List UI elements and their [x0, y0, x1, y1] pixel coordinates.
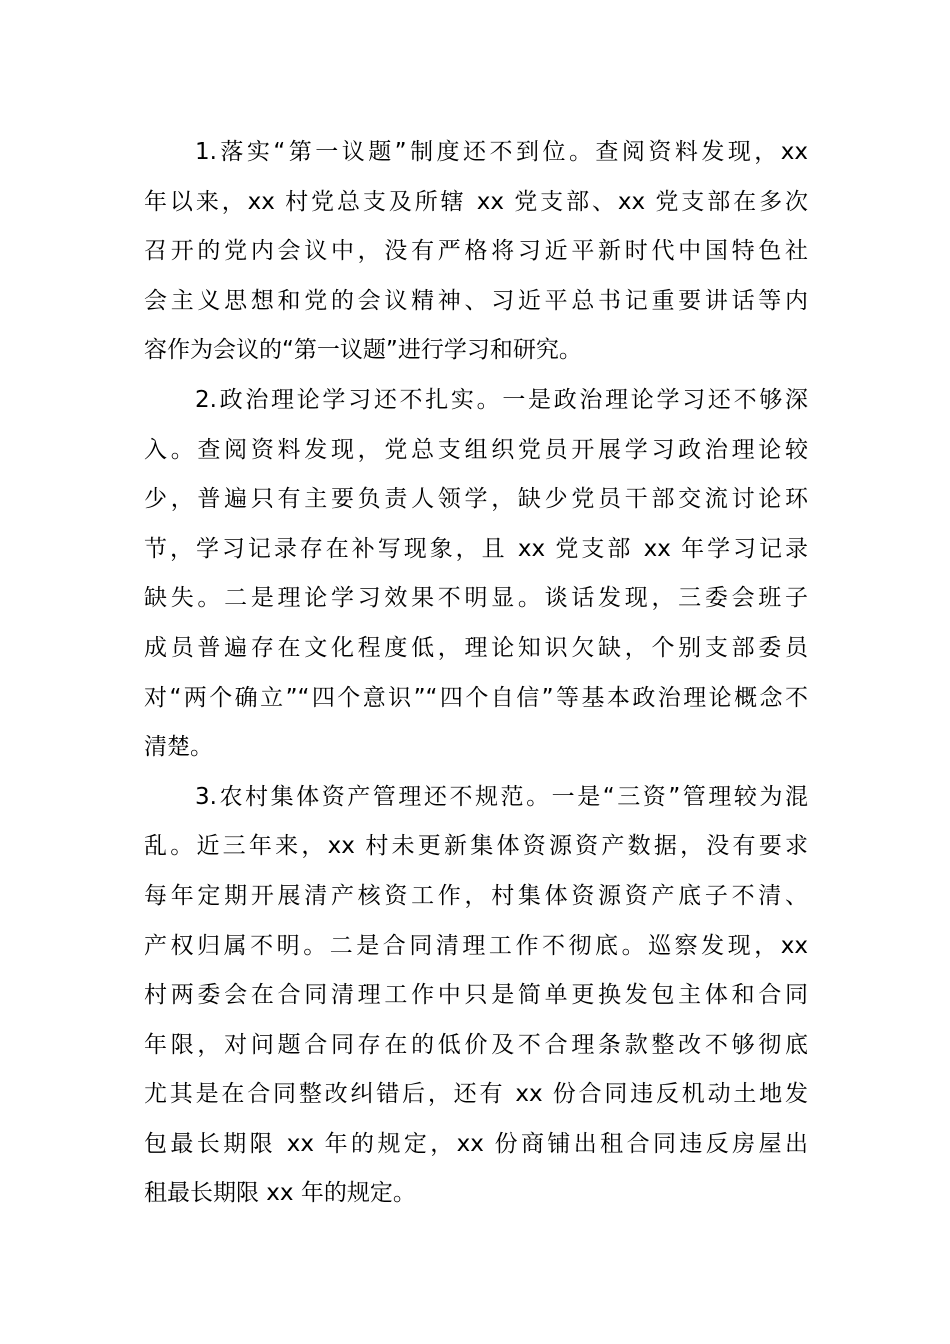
paragraph-3-line-2: 乱。近三年来，xx 村未更新集体资源资产数据，没有要求 — [144, 833, 808, 860]
paragraph-2-line-6: 成员普遍存在文化程度低，理论知识欠缺，个别支部委员 — [144, 634, 808, 661]
paragraph-3-line-5: 村两委会在合同清理工作中只是简单更换发包主体和合同 — [144, 982, 808, 1009]
paragraph-3-line-7: 尤其是在合同整改纠错后，还有 xx 份合同违反机动土地发 — [144, 1081, 808, 1108]
paragraph-1-line-4: 会主义思想和党的会议精神、习近平总书记重要讲话等内 — [144, 287, 808, 314]
document-body — [144, 128, 808, 1219]
paragraph-1-line-2: 年以来，xx 村党总支及所辖 xx 党支部、xx 党支部在多次 — [144, 188, 808, 215]
paragraph-2-line-5: 缺失。二是理论学习效果不明显。谈话发现，三委会班子 — [144, 585, 808, 612]
paragraph-3-line-3: 每年定期开展清产核资工作，村集体资源资产底子不清、 — [144, 882, 808, 909]
paragraph-1-line-3: 召开的党内会议中，没有严格将习近平新时代中国特色社 — [144, 238, 808, 265]
paragraph-2-line-1: 2.政治理论学习还不扎实。一是政治理论学习还不够深 — [195, 386, 808, 413]
paragraph-3-line-8: 包最长期限 xx 年的规定，xx 份商铺出租合同违反房屋出 — [144, 1130, 808, 1157]
paragraph-2-line-8: 清楚。 — [144, 734, 213, 761]
paragraph-3-line-9: 租最长期限 xx 年的规定。 — [144, 1180, 416, 1207]
paragraph-1-line-5: 容作为会议的“第一议题”进行学习和研究。 — [144, 337, 582, 364]
paragraph-2-line-2: 入。查阅资料发现，党总支组织党员开展学习政治理论较 — [144, 436, 808, 463]
paragraph-3-line-6: 年限，对问题合同存在的低价及不合理条款整改不够彻底 — [144, 1031, 808, 1058]
paragraph-3-line-4: 产权归属不明。二是合同清理工作不彻底。巡察发现，xx — [144, 932, 808, 959]
paragraph-2-line-7: 对“两个确立”“四个意识”“四个自信”等基本政治理论概念不 — [144, 684, 808, 711]
paragraph-1-line-1: 1.落实“第一议题”制度还不到位。查阅资料发现，xx — [195, 139, 808, 165]
paragraph-3-line-1: 3.农村集体资产管理还不规范。一是“三资”管理较为混 — [195, 783, 808, 810]
paragraph-2-line-3: 少，普遍只有主要负责人领学，缺少党员干部交流讨论环 — [144, 486, 808, 513]
paragraph-2-line-4: 节，学习记录存在补写现象，且 xx 党支部 xx 年学习记录 — [144, 535, 808, 562]
